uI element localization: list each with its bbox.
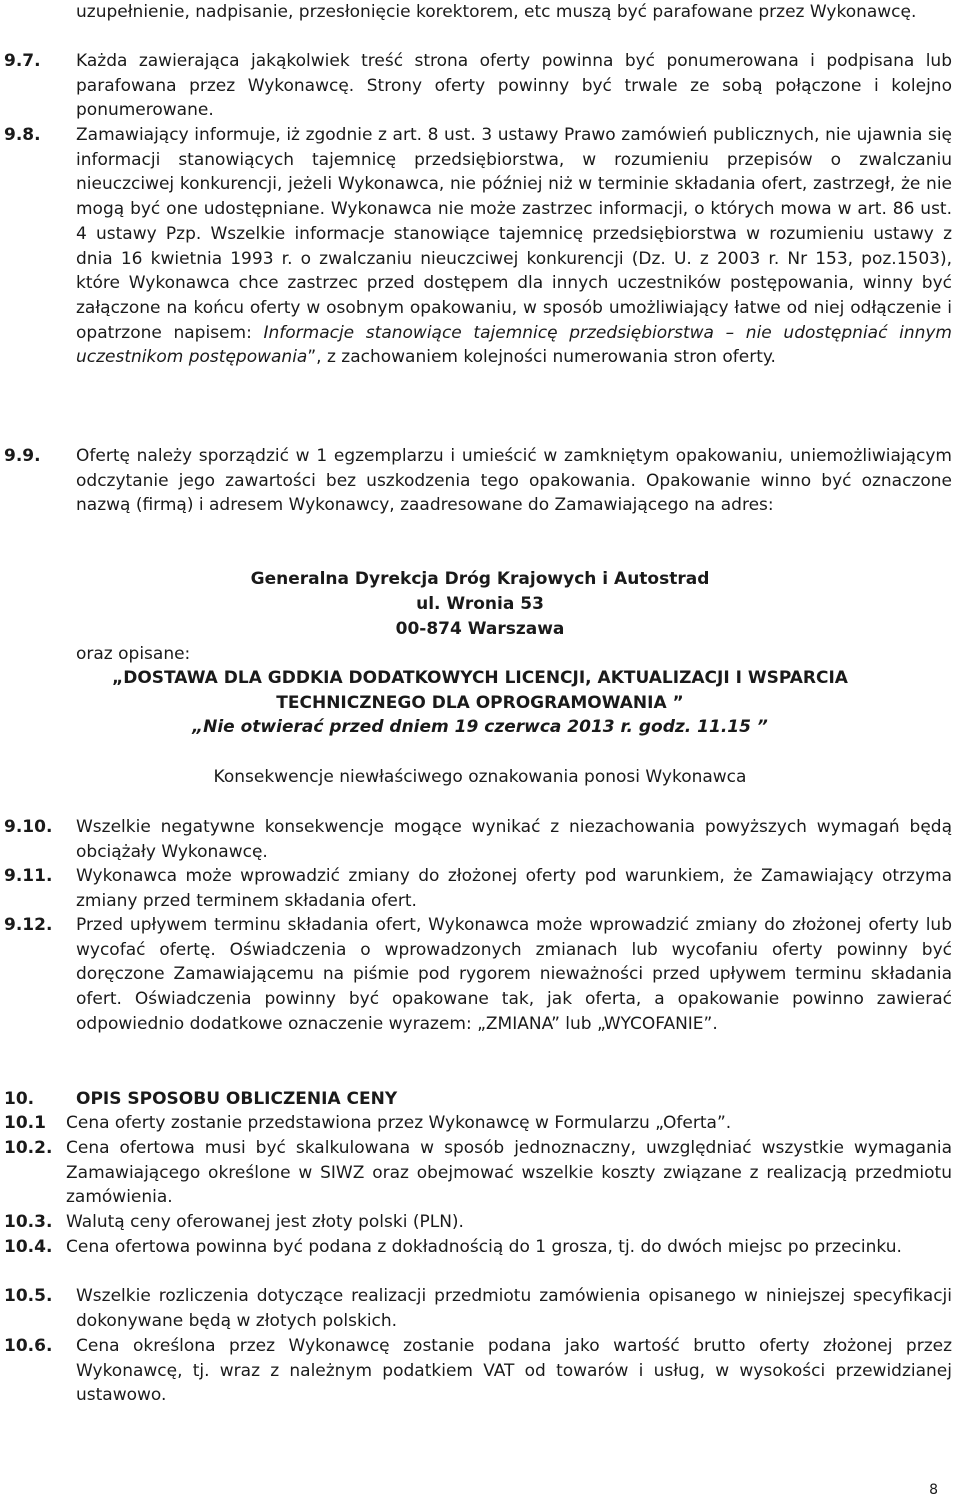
section-number: 9.12. <box>4 915 53 935</box>
section-number: 9.10. <box>4 817 53 837</box>
section-number: 10. <box>4 1089 35 1109</box>
section-text <box>76 123 952 370</box>
marking-label: oraz opisane: <box>76 644 191 664</box>
section-text: Cena określona przez Wykonawcę zostanie podana jako wartość brutto oferty złożonej przez Wykonawcę, tj. wraz z należnym podatkiem VAT od towarów i usług, w wysokości przewidzianej ustawowo. <box>76 1336 952 1406</box>
section-text: Wszelkie negatywne konsekwencje mogące wynikać z niezachowania powyższych wymagań będą obciążały Wykonawcę. <box>76 817 952 862</box>
section-text: Ofertę należy sporządzić w 1 egzemplarzu i umieścić w zamkniętym opakowaniu, uniemożliwiającym odczytanie jego zawartości bez uszkodzenia tego opakowania. Opakowanie winno być oznaczone nazwą (firmą) i adresem Wykonawcy, zaadresowane do Zamawiającego na adres: <box>76 446 952 516</box>
section-number: 9.7. <box>4 51 41 71</box>
marking-deadline: „Nie otwierać przed dniem 19 czerwca 2013 r. godz. 11.15 ” <box>192 717 768 737</box>
section-text: Wykonawca może wprowadzić zmiany do złożonej oferty pod warunkiem, że Zamawiający otrzyma zmiany przed terminem składania ofert. <box>76 866 952 911</box>
section-number: 10.5. <box>4 1286 53 1306</box>
marking-title-2: TECHNICZNEGO DLA OPROGRAMOWANIA ” <box>276 693 684 713</box>
page-number: 8 <box>929 1482 938 1498</box>
section-number: 10.3. <box>4 1212 53 1232</box>
section-number: 10.1 <box>4 1113 46 1133</box>
section-number: 9.11. <box>4 866 53 886</box>
section-number: 10.4. <box>4 1237 53 1257</box>
section-text: Cena ofertowa powinna być podana z dokładnością do 1 grosza, tj. do dwóch miejsc po przecinku. <box>66 1237 902 1257</box>
address-line-2: ul. Wronia 53 <box>416 594 544 614</box>
section-number: 9.8. <box>4 125 41 145</box>
paragraph-text: uzupełnienie, nadpisanie, przesłonięcie korektorem, etc muszą być parafowane przez Wykonawcę. <box>76 2 917 22</box>
address-line-3: 00-874 Warszawa <box>395 619 565 639</box>
address-line-1: Generalna Dyrekcja Dróg Krajowych i Autostrad <box>250 569 710 589</box>
section-text: Przed upływem terminu składania ofert, Wykonawca może wprowadzić zmiany do złożonej oferty lub wycofać ofertę. Oświadczenia o wprowadzonych zmianach lub wycofaniu oferty powinny być doręczone Zamawiającemu na piśmie pod rygorem nieważności przed upływem terminu składania ofert. Oświadczenia powinny być opakowane tak, jak oferta, a opakowanie powinno zawierać odpowiednio dodatkowe oznaczenie wyrazem: „ZMIANA” lub „WYCOFANIE”. <box>76 915 952 1034</box>
section-title: OPIS SPOSOBU OBLICZENIA CENY <box>76 1089 398 1109</box>
section-10-heading <box>4 1087 397 1112</box>
confidential-marking-text: Informacje stanowiące tajemnicę przedsiębiorstwa – nie udostępniać innym uczestnikom postępowania <box>76 322 952 368</box>
section-number: 10.6. <box>4 1336 53 1356</box>
section-number: 9.9. <box>4 446 41 466</box>
section-text: Cena ofertowa musi być skalkulowana w sposób jednoznaczny, uwzględniać wszystkie wymagania Zamawiającego określone w SIWZ oraz obejmować wszelkie koszty związane z realizacją przedmiotu zamówienia. <box>66 1138 952 1208</box>
section-text: Każda zawierająca jakąkolwiek treść strona oferty powinna być ponumerowana i podpisana lub parafowana przez Wykonawcę. Strony oferty powinny być trwale ze sobą połączone i kolejno ponumerowane. <box>76 51 952 121</box>
marking-title-1: „DOSTAWA DLA GDDKIA DODATKOWYCH LICENCJI, AKTUALIZACJI I WSPARCIA <box>112 668 848 688</box>
text-part: Zamawiający informuje, iż zgodnie z art. 8 ust. 3 ustawy Prawo zamówień publicznych, nie ujawnia się informacji stanowiących tajemnicę przedsiębiorstwa, w rozumieniu przepisów o zwalczaniu nieuczciwej konkurencji, jeżeli Wykonawca, nie później niż w terminie składania ofert, zastrzegł, że nie mogą być one udostępniane. Wykonawca nie może zastrzec informacji, o których mowa w art. 86 ust. 4 ustawy Pzp. Wszelkie informacje stanowiące tajemnicę przedsiębiorstwa w rozumieniu ustawy z dnia 16 kwietnia 1993 r. o zwalczaniu nieuczciwej konkurencji (Dz. U. z 2003 r. Nr 153, poz.1503), które Wykonawca chce zastrzec przed dostępem dla innych uczestników postępowania, winny być załączone na końcu oferty w osobnym opakowaniu, w sposób umożliwiający łatwe od niej odłączenie i opatrzone napisem: <box>76 125 952 343</box>
section-text: Wszelkie rozliczenia dotyczące realizacji przedmiotu zamówienia opisanego w niniejszej specyfikacji dokonywane będą w złotych polskich. <box>76 1286 952 1331</box>
marking-consequence: Konsekwencje niewłaściwego oznakowania ponosi Wykonawca <box>213 767 747 787</box>
section-text: Walutą ceny oferowanej jest złoty polski (PLN). <box>66 1212 464 1232</box>
section-number: 10.2. <box>4 1138 53 1158</box>
section-text: Cena oferty zostanie przedstawiona przez Wykonawcę w Formularzu „Oferta”. <box>66 1113 732 1133</box>
text-part: ”, z zachowaniem kolejności numerowania stron oferty. <box>307 347 776 368</box>
